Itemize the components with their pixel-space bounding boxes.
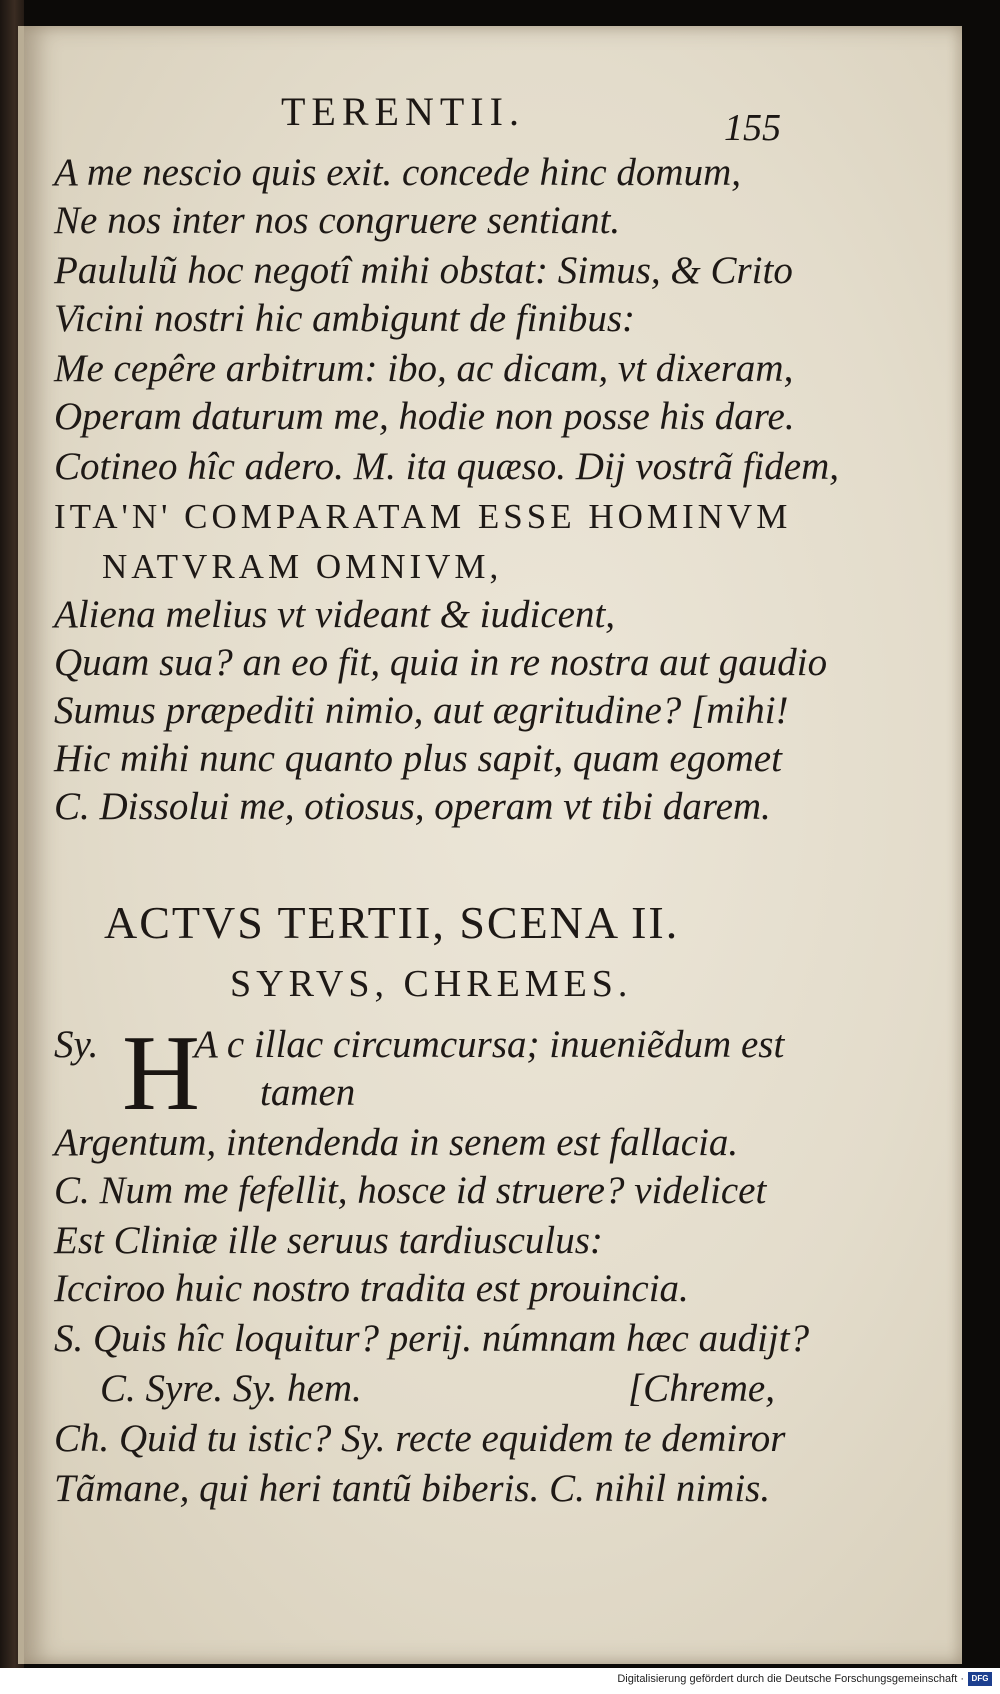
- caps-line: ITA'N' COMPARATAM ESSE HOMINVM: [54, 497, 792, 536]
- verse-line: [Chreme,: [628, 1367, 775, 1410]
- text-block: [24, 26, 962, 1664]
- verse-line: tamen: [260, 1071, 356, 1114]
- verse-line: Argentum, intendenda in senem est fallacia.: [54, 1121, 739, 1164]
- verse-line: A me nescio quis exit. concede hinc domum,: [54, 151, 741, 194]
- verse-line: Paululũ hoc negotî mihi obstat: Simus, & Crito: [54, 249, 793, 292]
- verse-line: Quam sua? an eo fit, quia in re nostra aut gaudio: [54, 641, 828, 684]
- verse-line: Me cepêre arbitrum: ibo, ac dicam, vt dixeram,: [54, 347, 794, 390]
- footer-credit: Digitalisierung gefördert durch die Deutsche Forschungsgemeinschaft ·: [617, 1673, 964, 1685]
- drop-cap: H: [122, 1014, 200, 1133]
- verse-line: S. Quis hîc loquitur? perij. númnam hæc audijt?: [54, 1317, 810, 1360]
- verse-line: Vicini nostri hic ambigunt de finibus:: [54, 297, 635, 340]
- scene-heading: ACTVS TERTII, SCENA II.: [104, 897, 680, 948]
- speaker-label: Sy.: [54, 1023, 99, 1066]
- verse-line: Operam daturum me, hodie non posse his dare.: [54, 395, 795, 438]
- dfg-logo: DFG: [968, 1672, 992, 1686]
- verse-line: A c illac circumcursa; inueniẽdum est: [194, 1023, 785, 1066]
- verse-line: C. Syre. Sy. hem.: [100, 1367, 362, 1410]
- verse-line: Hic mihi nunc quanto plus sapit, quam egomet: [54, 737, 782, 780]
- book-page: [18, 26, 962, 1664]
- verse-line: C. Num me fefellit, hosce id struere? videlicet: [54, 1169, 767, 1212]
- verse-line: Cotineo hîc adero. M. ita quæso. Dij vostrã fidem,: [54, 445, 840, 488]
- scene-speakers: SYRVS, CHREMES.: [230, 963, 633, 1005]
- verse-line: Ch. Quid tu istic? Sy. recte equidem te demiror: [54, 1417, 786, 1460]
- verse-line: Est Cliniæ ille seruus tardiusculus:: [54, 1219, 603, 1262]
- verse-line: Icciroo huic nostro tradita est prouincia.: [54, 1267, 689, 1310]
- verse-line: Sumus præpediti nimio, aut ægritudine? [mihi!: [54, 689, 789, 732]
- page-number: 155: [724, 107, 781, 149]
- running-head: TERENTII.: [281, 89, 525, 134]
- verse-line: C. Dissolui me, otiosus, operam vt tibi darem.: [54, 785, 771, 828]
- verse-line: Ne nos inter nos congruere sentiant.: [54, 199, 621, 242]
- verse-line: Tãmane, qui heri tantũ biberis. C. nihil nimis.: [54, 1467, 771, 1510]
- caps-line: NATVRAM OMNIVM,: [102, 547, 503, 586]
- verse-line: Aliena melius vt videant & iudicent,: [54, 593, 616, 636]
